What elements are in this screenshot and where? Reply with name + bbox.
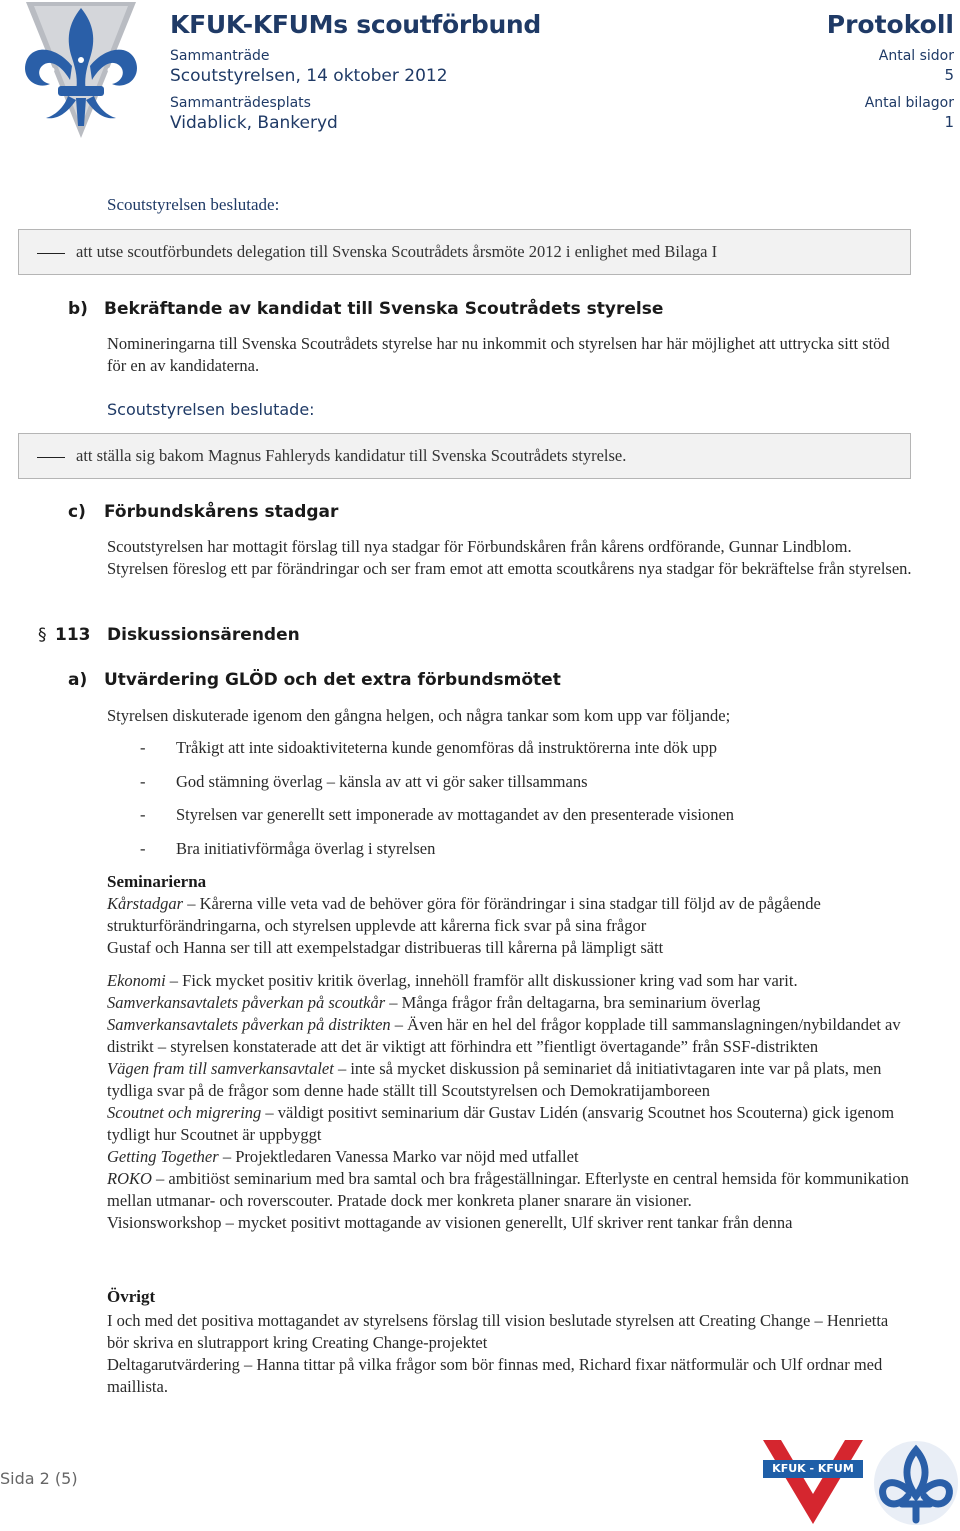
place-label: Sammanträdesplats [170, 95, 311, 111]
section-b-marker: b) [68, 299, 88, 319]
decision-text: att utse scoutförbundets delegation till Svenska Scoutrådets årsmöte 2012 i enlighet med Bilaga I [76, 242, 718, 261]
section-a-intro: Styrelsen diskuterade igenom den gångna helgen, och några tankar som kom upp var följande; [107, 706, 731, 725]
seminar-item: Ekonomi – Fick mycket positiv kritik överlag, innehöll framför allt diskussioner kring vad som har varit. [107, 971, 798, 990]
seminar-item: Vägen fram till samverkansavtalet – inte så mycket diskussion på seminariet då initiativtagaren inte var på plats, men tydliga svar på de frågor som denne hade ställt till Scoutstyrelsen och Demokratijamboreen [107, 1059, 882, 1100]
place-value: Vidablick, Bankeryd [170, 113, 338, 133]
list-item: - God stämning överlag – känsla av att vi gör saker tillsammans [140, 772, 588, 791]
decision-label: Scoutstyrelsen beslutade: [107, 195, 280, 214]
paragraph-title: Diskussionsärenden [107, 625, 300, 645]
seminar-item: Samverkansavtalets påverkan på scoutkår – Många frågor från deltagarna, bra seminarium överlag [107, 993, 761, 1012]
seminar-item: Scoutnet och migrering – väldigt positivt seminarium där Gustav Lidén (ansvarig Scoutnet hos Scouterna) gick igenom tydligt hur Scoutnet är uppbyggt [107, 1103, 895, 1144]
page-number: Sida 2 (5) [0, 1469, 78, 1488]
section-c-marker: c) [68, 502, 86, 522]
paragraph-symbol: § [38, 625, 47, 645]
paragraph-number: 113 [55, 625, 91, 645]
scout-fleur-logo [6, 0, 156, 140]
list-item: - Bra initiativförmåga överlag i styrelsen [140, 839, 436, 858]
seminar-item: ROKO – ambitiöst seminarium med bra samtal och bra frågeställningar. Efterlyste en central hemsida för kommunikation mellan utmanar- och roverscouter. Pratade dock mer konkreta planer snarare än visioner. [107, 1169, 909, 1210]
document-type: Protokoll [826, 10, 954, 39]
organization-name: KFUK-KFUMs scoutförbund [170, 10, 542, 39]
seminar-item: Getting Together – Projektledaren Vanessa Marko var nöjd med utfallet [107, 1147, 579, 1166]
kfuk-kfum-logo [763, 1440, 863, 1524]
attachments-label: Antal bilagor [864, 95, 954, 111]
section-a-title: Utvärdering GLÖD och det extra förbundsmötet [104, 670, 561, 690]
section-a-marker: a) [68, 670, 88, 690]
ovrigt-heading: Övrigt [107, 1287, 156, 1306]
pages-value: 5 [944, 66, 954, 84]
attachments-value: 1 [944, 113, 954, 131]
decision-box [18, 229, 911, 275]
dash-marker [37, 457, 65, 458]
section-c-text: Scoutstyrelsen har mottagit förslag till nya stadgar för Förbundskåren från kårens ordförande, Gunnar Lindblom. Styrelsen föreslog ett par förändringar och ser fram emot att emotta scoutkårens nya stadgar för bekräftelse från styrelsen. [107, 537, 912, 578]
meeting-label: Sammanträde [170, 48, 270, 64]
section-b-text: Nomineringarna till Svenska Scoutrådets styrelse har nu inkommit och styrelsen har här möjlighet att uttrycka sitt stöd för en av kandidaterna. [107, 334, 890, 375]
seminar-item: Visionsworkshop – mycket positivt mottagande av visionen generellt, Ulf skriver rent tankar från denna [107, 1213, 793, 1232]
dash-marker [37, 253, 65, 254]
meeting-value: Scoutstyrelsen, 14 oktober 2012 [170, 66, 448, 86]
pages-label: Antal sidor [878, 48, 954, 64]
ovrigt-text: I och med det positiva mottagandet av styrelsens förslag till vision beslutade styrelsen att Creating Change – Henrietta bör skriva en slutrapport kring Creating Change-projektet Deltagarutvärdering – Hanna tittar på vilka frågor som bör finnas med, Richard fixar nätformulär och Ulf ordnar med maillista. [107, 1311, 889, 1396]
decision-box [18, 433, 911, 479]
section-b-title: Bekräftande av kandidat till Svenska Scoutrådets styrelse [104, 299, 664, 319]
section-c-title: Förbundskårens stadgar [104, 502, 339, 522]
list-item: - Tråkigt att inte sidoaktiviteterna kunde genomföras då instruktörerna inte dök upp [140, 738, 718, 757]
decision-text: att ställa sig bakom Magnus Fahleryds kandidatur till Svenska Scoutrådets styrelse. [76, 446, 627, 465]
seminar-list [107, 970, 913, 1234]
scout-emblem-logo [872, 1440, 960, 1526]
list-item: - Styrelsen var generellt sett imponerade av mottagandet av den presenterade visionen [140, 805, 735, 824]
decision-label: Scoutstyrelsen beslutade: [107, 400, 315, 419]
seminar-karstadgar: Kårstadgar – Kårerna ville veta vad de behöver göra för förändringar i sina stadgar till följd av de pågående strukturförändringarna, och styrelsen upplevde att kårerna fick svar på sina frågor Gustaf och Hanna ser till att exempelstadgar distribueras till kårerna på lämpligt sätt [107, 894, 821, 957]
seminar-item: Samverkansavtalets påverkan på distrikten – Även här en hel del frågor kopplade till sammanslagningen/nybildandet av distrikt – styrelsen konstaterade att det är viktigt att förhindra ett ”fientligt övertagande” från SSF-distrikten [107, 1015, 901, 1056]
kfuk-logo-text: KFUK - KFUM [772, 1462, 854, 1475]
seminars-heading: Seminarierna [107, 872, 207, 891]
